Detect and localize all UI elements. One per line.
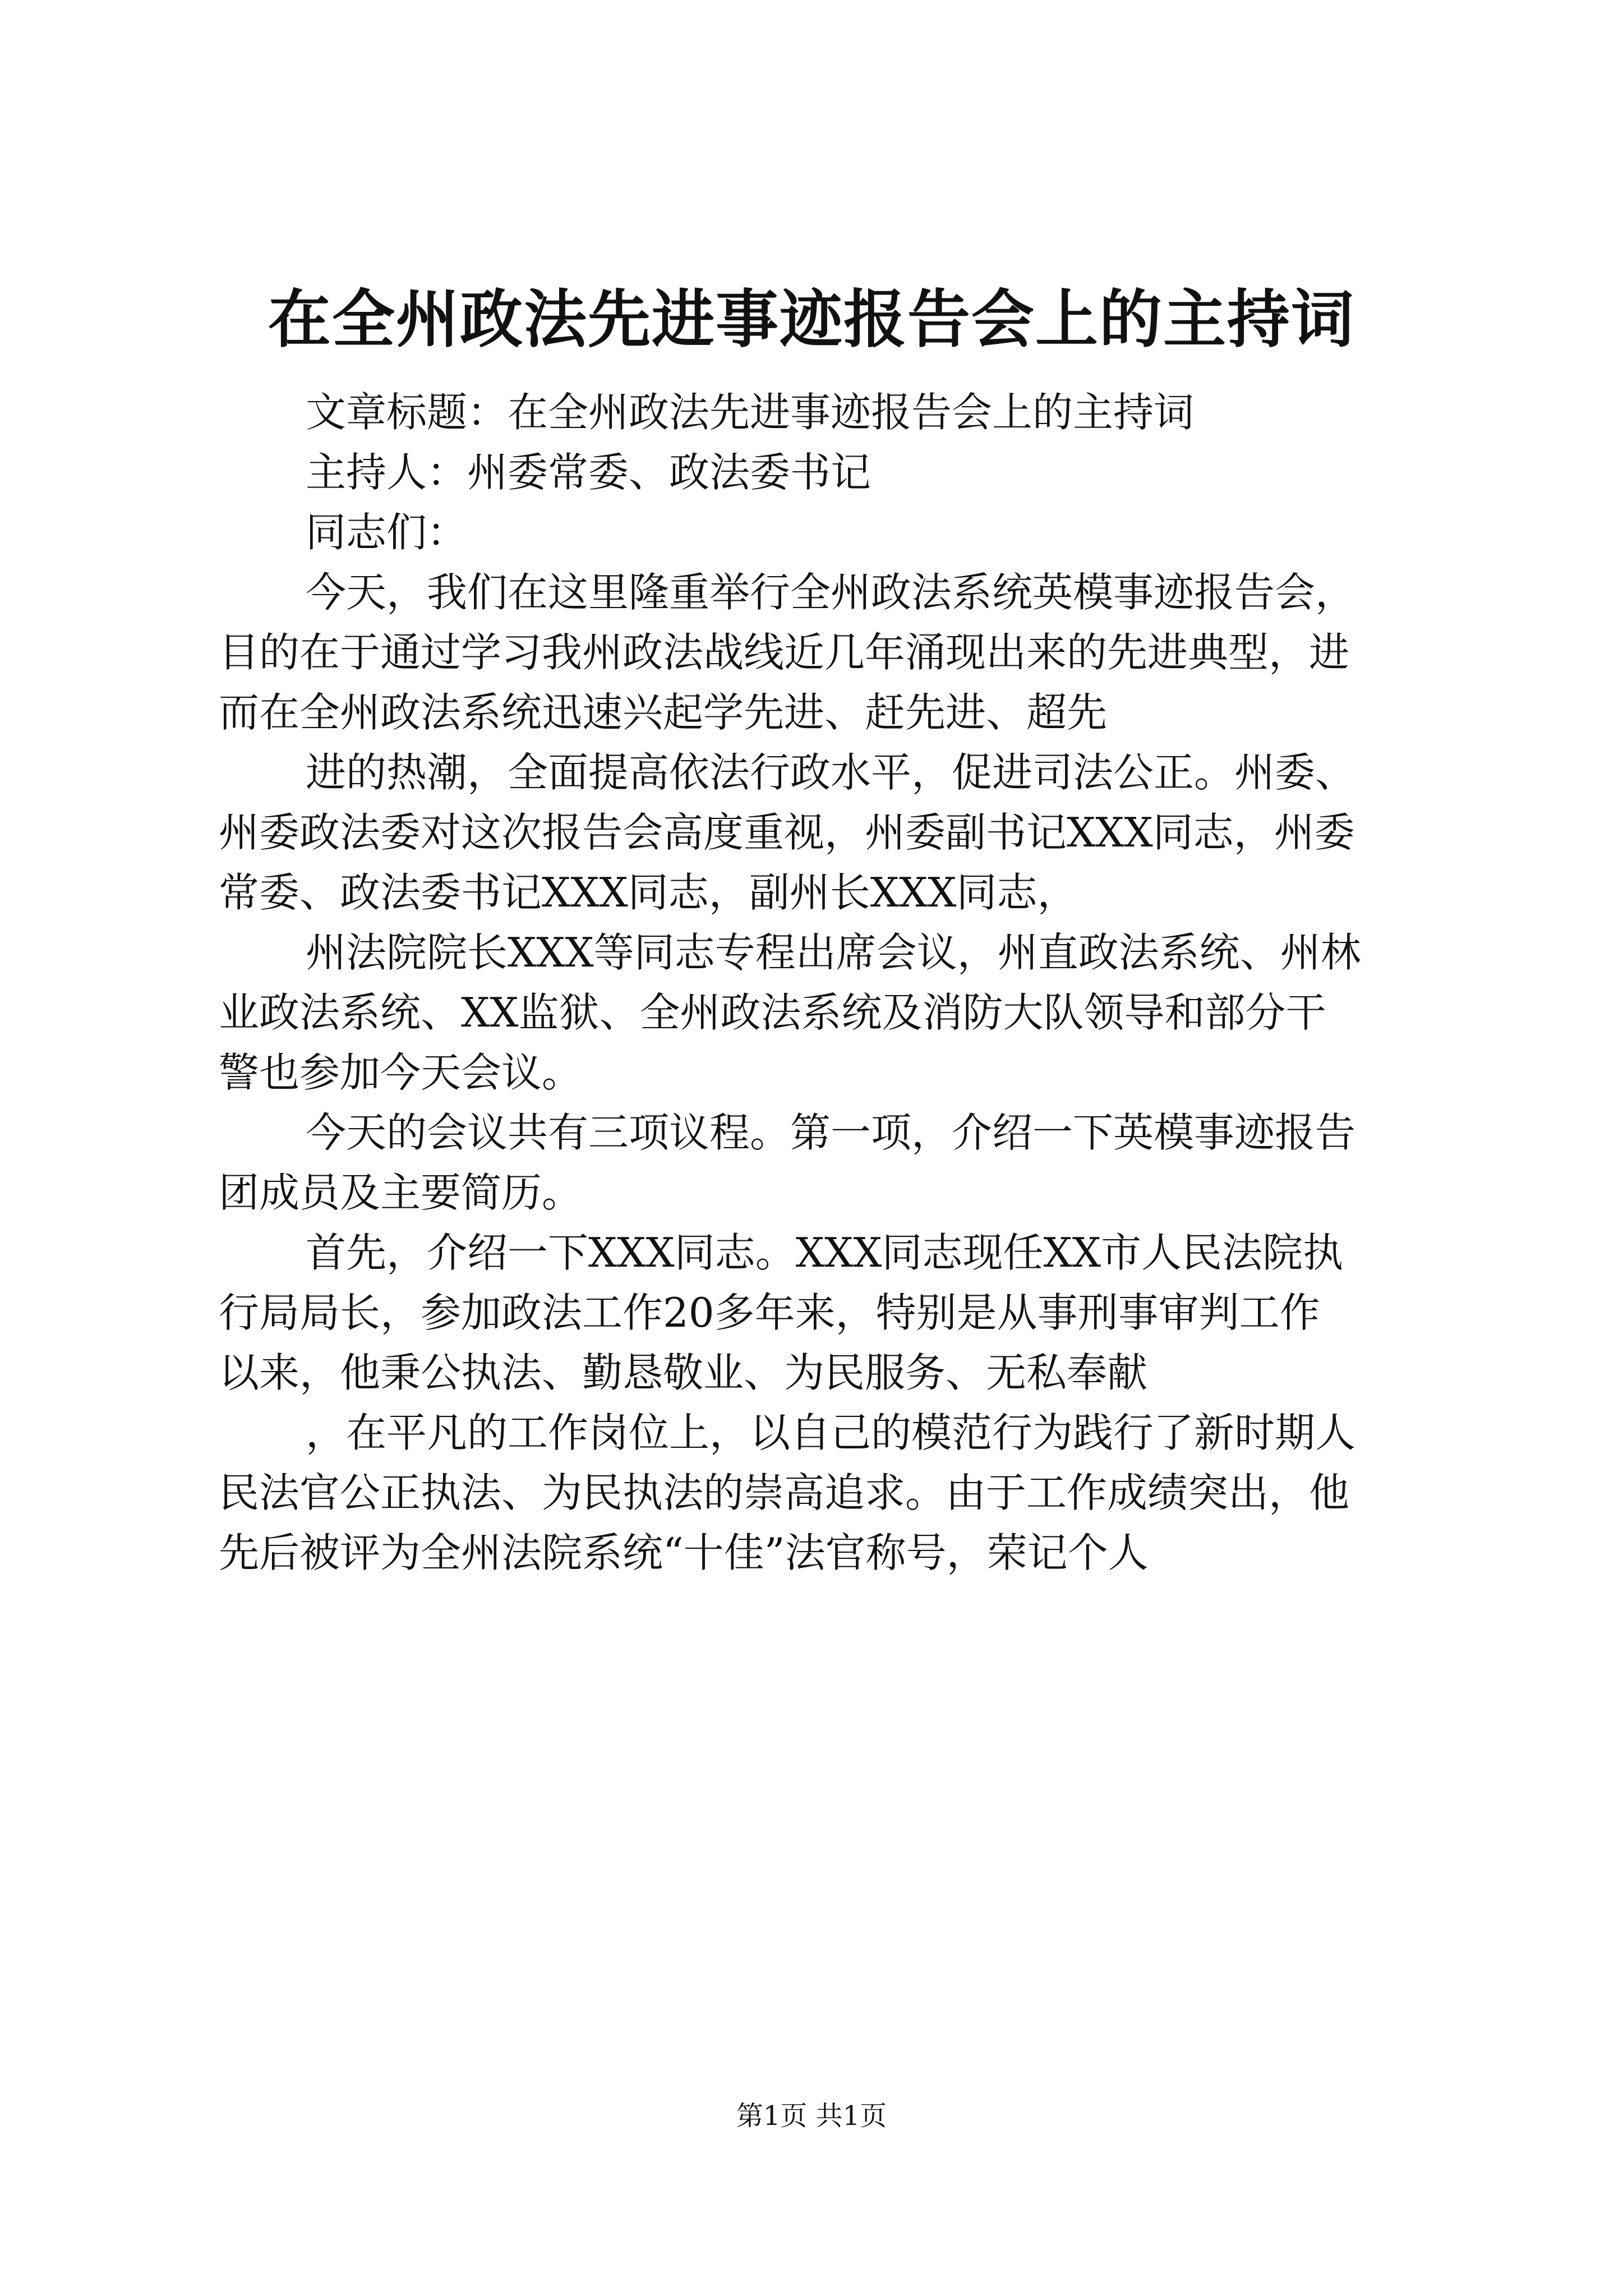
text-line: 今天的会议共有三项议程。第一项，介绍一下英模事迹报告	[306, 1109, 1356, 1156]
text-line: 警也参加今天会议。	[219, 1049, 583, 1096]
text-line: 目的在于通过学习我州政法战线近几年涌现出来的先进典型，进	[219, 629, 1350, 676]
text-line: 团成员及主要简历。	[219, 1169, 583, 1216]
text-line: 首先，介绍一下XXX同志。XXX同志现任XX市人民法院执	[306, 1229, 1344, 1276]
text-line: 业政法系统、XX监狱、全州政法系统及消防大队领导和部分干	[219, 989, 1326, 1036]
document-title: 在全州政法先进事迹报告会上的主持词	[268, 283, 1355, 356]
text-line: ，在平凡的工作岗位上，以自己的模范行为践行了新时期人	[306, 1409, 1356, 1456]
text-line: 文章标题：在全州政法先进事迹报告会上的主持词	[306, 389, 1195, 436]
text-line: 州委政法委对这次报告会高度重视，州委副书记XXX同志，州委	[219, 809, 1355, 856]
text-line: 同志们：	[306, 509, 468, 556]
text-line: 主持人：州委常委、政法委书记	[306, 449, 872, 496]
text-line: 常委、政法委书记XXX同志，副州长XXX同志，	[219, 869, 1078, 916]
text-line: 以来，他秉公执法、勤恳敬业、为民服务、无私奉献	[219, 1349, 1148, 1396]
text-line: 行局局长，参加政法工作20多年来，特别是从事刑事审判工作	[219, 1289, 1320, 1336]
page-footer: 第1页 共1页	[736, 2100, 887, 2132]
text-line: 民法官公正执法、为民执法的崇高追求。由于工作成绩突出，他	[219, 1469, 1350, 1516]
text-line: 而在全州政法系统迅速兴起学先进、赶先进、超先	[219, 689, 1108, 736]
document-body	[219, 383, 1430, 1583]
text-line: 今天，我们在这里隆重举行全州政法系统英模事迹报告会，	[306, 569, 1356, 616]
text-line: 进的热潮，全面提高依法行政水平，促进司法公正。州委、	[306, 749, 1356, 796]
text-line: 州法院院长XXX等同志专程出席会议，州直政法系统、州林	[306, 929, 1361, 976]
text-line: 先后被评为全州法院系统“十佳”法官称号，荣记个人	[219, 1529, 1149, 1576]
